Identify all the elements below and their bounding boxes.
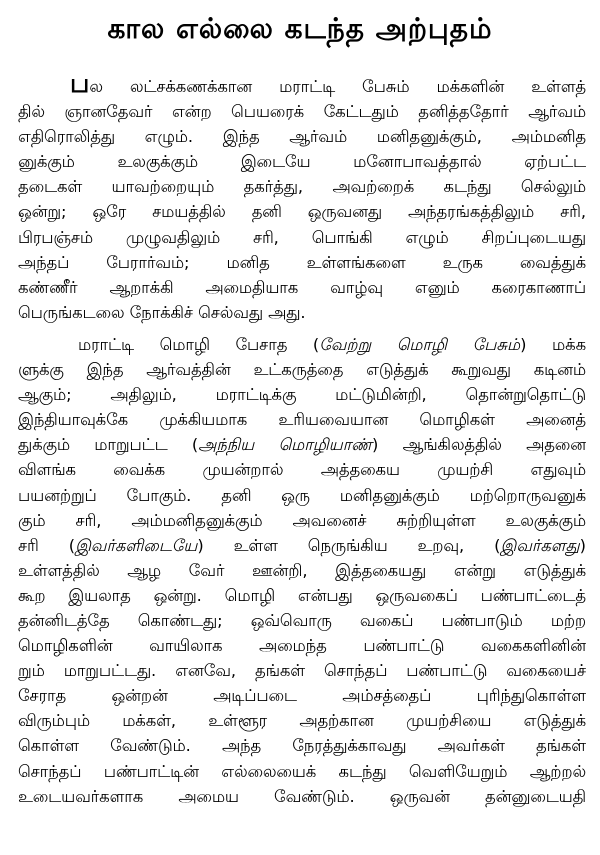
text-line: தில் ஞானதேவர் என்ற பெயரைக் கேட்டதும் தனித்ததோர் ஆர்வம்	[18, 102, 586, 122]
text-line: விரும்பும் மக்கள், உள்ளூர அதற்கான முயற்சியை எடுத்துக்	[18, 711, 586, 731]
text-line: பெருங்கடலை நோக்கிச் செல்வது அது.	[18, 302, 306, 322]
text-line: ளுக்கு இந்த ஆர்வத்தின் உட்கருத்தை எடுத்துக் கூறுவது கடினம்	[18, 360, 586, 380]
text-line: றும் மாறுபட்டது. எனவே, தங்கள் சொந்தப் பண்பாட்டு வகையைச்	[18, 661, 586, 681]
text-line: மொழிகளின் வாயிலாக அமைந்த பண்பாட்டு வகைகளினின்	[18, 636, 586, 656]
document-body	[18, 72, 586, 809]
text-line: சரி (இவர்களிடையே) உள்ள நெருங்கிய உறவு, (இவர்களது)	[18, 535, 586, 555]
text-line: எதிரொலித்து எழும். இந்த ஆர்வம் மனிதனுக்கும், அம்மனித	[18, 127, 586, 147]
text-line: உள்ளத்தில் ஆழ வேர் ஊன்றி, இத்தகையது என்று எடுத்துக்	[18, 560, 586, 580]
text-line: உடையவர்களாக அமைய வேண்டும். ஒருவன் தன்னுடையதி	[18, 786, 586, 806]
text-line: சேராத ஒன்றன் அடிப்படை அம்சத்தைப் புரிந்துகொள்ள	[18, 686, 586, 706]
text-line: தன்னிடத்தே கொண்டது; ஒவ்வொரு வகைப் பண்பாடும் மற்ற	[18, 610, 586, 630]
text-line: னுக்கும் உலகுக்கும் இடையே மனோபாவத்தால் ஏற்பட்ட	[18, 152, 586, 172]
page-title: கால எல்லை கடந்த அற்புதம்	[107, 12, 493, 45]
text-line: கூற இயலாத ஒன்று. மொழி என்பது ஒருவகைப் பண்பாட்டைத்	[18, 585, 586, 605]
text-line: இந்தியாவுக்கே முக்கியமாக உரியவையான மொழிகள் அனைத்	[18, 410, 586, 430]
italic-text: வேற்று மொழி பேசும்	[319, 334, 521, 354]
text-line: பல லட்சக்கணக்கான மராட்டி பேசும் மக்களின் உள்ளத்	[18, 72, 586, 99]
paragraph-1	[18, 72, 586, 325]
text-line: பயனற்றுப் போகும். தனி ஒரு மனிதனுக்கும் மற்றொருவனுக்	[18, 485, 586, 505]
text-line: விளங்க வைக்க முயன்றால் அத்தகைய முயற்சி எதுவும்	[18, 460, 586, 480]
text-line: துக்கும் மாறுபட்ட (அந்நிய மொழியாண்) ஆங்கிலத்தில் அதனை	[18, 435, 586, 455]
text-line: ஆகும்; அதிலும், மராட்டிக்கு மட்டுமின்றி, தொன்றுதொட்டு	[18, 385, 586, 405]
text-line: கொள்ள வேண்டும். அந்த நேரத்துக்காவது அவர்கள் தங்கள்	[18, 736, 586, 756]
drop-cap: ப	[70, 72, 90, 99]
italic-text: அந்நிய மொழியாண்	[198, 435, 372, 455]
text-line: தடைகள் யாவற்றையும் தகர்த்து, அவற்றைக் கடந்து செல்லும்	[18, 177, 586, 197]
text-line: பிரபஞ்சம் முழுவதிலும் சரி, பொங்கி எழும் சிறப்புடையது	[18, 227, 586, 247]
text-line: கண்ணீர் ஆறாக்கி அமைதியாக வாழ்வு எனும் கரைகாணாப்	[18, 277, 586, 297]
text-line: ஒன்று; ஒரே சமயத்தில் தனி ஒருவனது அந்தரங்கத்திலும் சரி,	[18, 202, 586, 222]
text-line: கும் சரி, அம்மனிதனுக்கும் அவனைச் சுற்றியுள்ள உலகுக்கும்	[18, 510, 586, 530]
text-line: சொந்தப் பண்பாட்டின் எல்லையைக் கடந்து வெளியேறும் ஆற்றல்	[18, 761, 586, 781]
italic-text: இவர்களது	[500, 535, 580, 555]
text-line: மராட்டி மொழி பேசாத (வேற்று மொழி பேசும்) மக்க	[78, 334, 586, 354]
italic-text: இவர்களிடையே	[75, 535, 198, 555]
paragraph-2	[18, 332, 586, 809]
text-line: அந்தப் பேரார்வம்; மனித உள்ளங்களை உருக வைத்துக்	[18, 252, 586, 272]
